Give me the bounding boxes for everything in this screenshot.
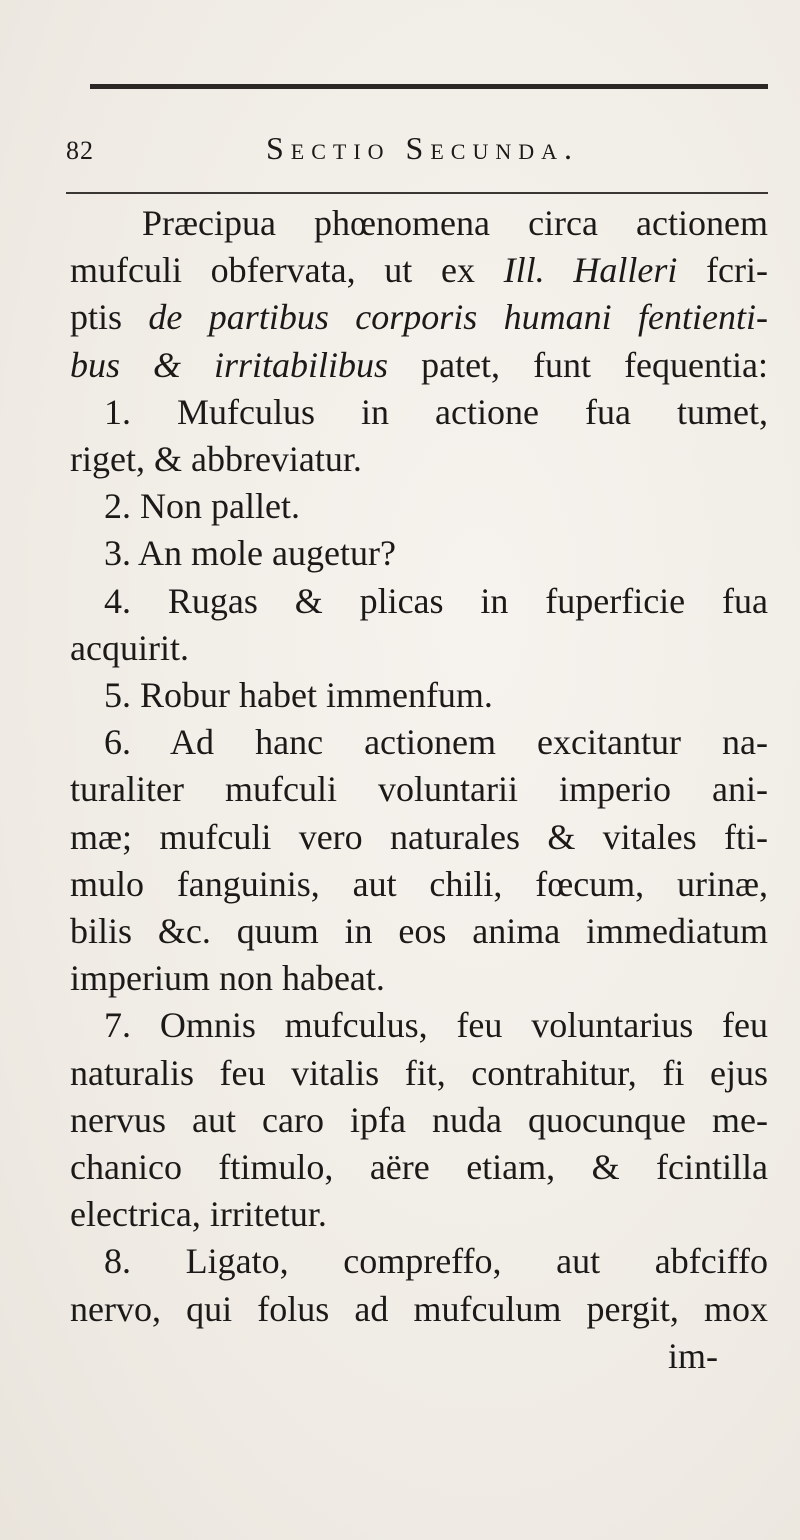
- list-item: 7. Omnis mufculus, feu voluntarius feu: [104, 1005, 768, 1046]
- body-text: [70, 200, 768, 1380]
- text-line: imperium non habeat.: [70, 958, 385, 999]
- list-item: 2. Non pallet.: [104, 486, 300, 527]
- author-name: Ill. Halleri: [503, 250, 678, 291]
- list-item: 6. Ad hanc actionem excitantur na-: [104, 722, 768, 763]
- text-line: Præcipua phœnomena circa actionem: [142, 203, 768, 243]
- text-line: mæ; mufculi vero naturales & vitales fti-: [70, 816, 768, 857]
- text-line: mufculi obfervata, ut ex Ill. Halleri fcri-: [70, 250, 768, 291]
- text-line: electrica, irritetur.: [70, 1194, 327, 1235]
- text-line: ptis de partibus corporis humani fentienti-: [70, 297, 768, 338]
- header-rule: [66, 192, 768, 194]
- text-line: chanico ftimulo, aëre etiam, & fcintilla: [70, 1147, 768, 1188]
- list-item: 5. Robur habet immenfum.: [104, 675, 493, 716]
- list-item: 3. An mole augetur?: [104, 533, 396, 574]
- list-item: 4. Rugas & plicas in fuperficie fua: [104, 580, 768, 621]
- text-line: naturalis feu vitalis fit, contrahitur, fi ejus: [70, 1052, 768, 1093]
- work-title: de partibus corporis humani fentienti-: [148, 297, 768, 338]
- running-head: Sectio Secunda.: [266, 130, 580, 166]
- text-line: turaliter mufculi voluntarii imperio ani-: [70, 769, 768, 810]
- work-title: bus & irritabilibus: [70, 344, 389, 385]
- text-line: riget, & abbreviatur.: [70, 439, 362, 480]
- text-line: nervus aut caro ipfa nuda quocunque me-: [70, 1099, 768, 1140]
- text-line: bus & irritabilibus patet, funt fequentia:: [70, 344, 768, 385]
- page-number: 82: [66, 136, 94, 165]
- text-line: nervo, qui folus ad mufculum pergit, mox: [70, 1288, 768, 1329]
- text-line: mulo fanguinis, aut chili, fœcum, urinæ,: [70, 863, 768, 904]
- page-header: [66, 114, 766, 164]
- list-item: 1. Mufculus in actione fua tumet,: [104, 391, 768, 432]
- text-line: bilis &c. quum in eos anima immediatum: [70, 911, 768, 952]
- text-line: acquirit.: [70, 627, 189, 668]
- list-item: 8. Ligato, compreffo, aut abfciffo: [104, 1241, 768, 1282]
- top-border-rule: [90, 84, 768, 89]
- catchword: im-: [668, 1335, 718, 1376]
